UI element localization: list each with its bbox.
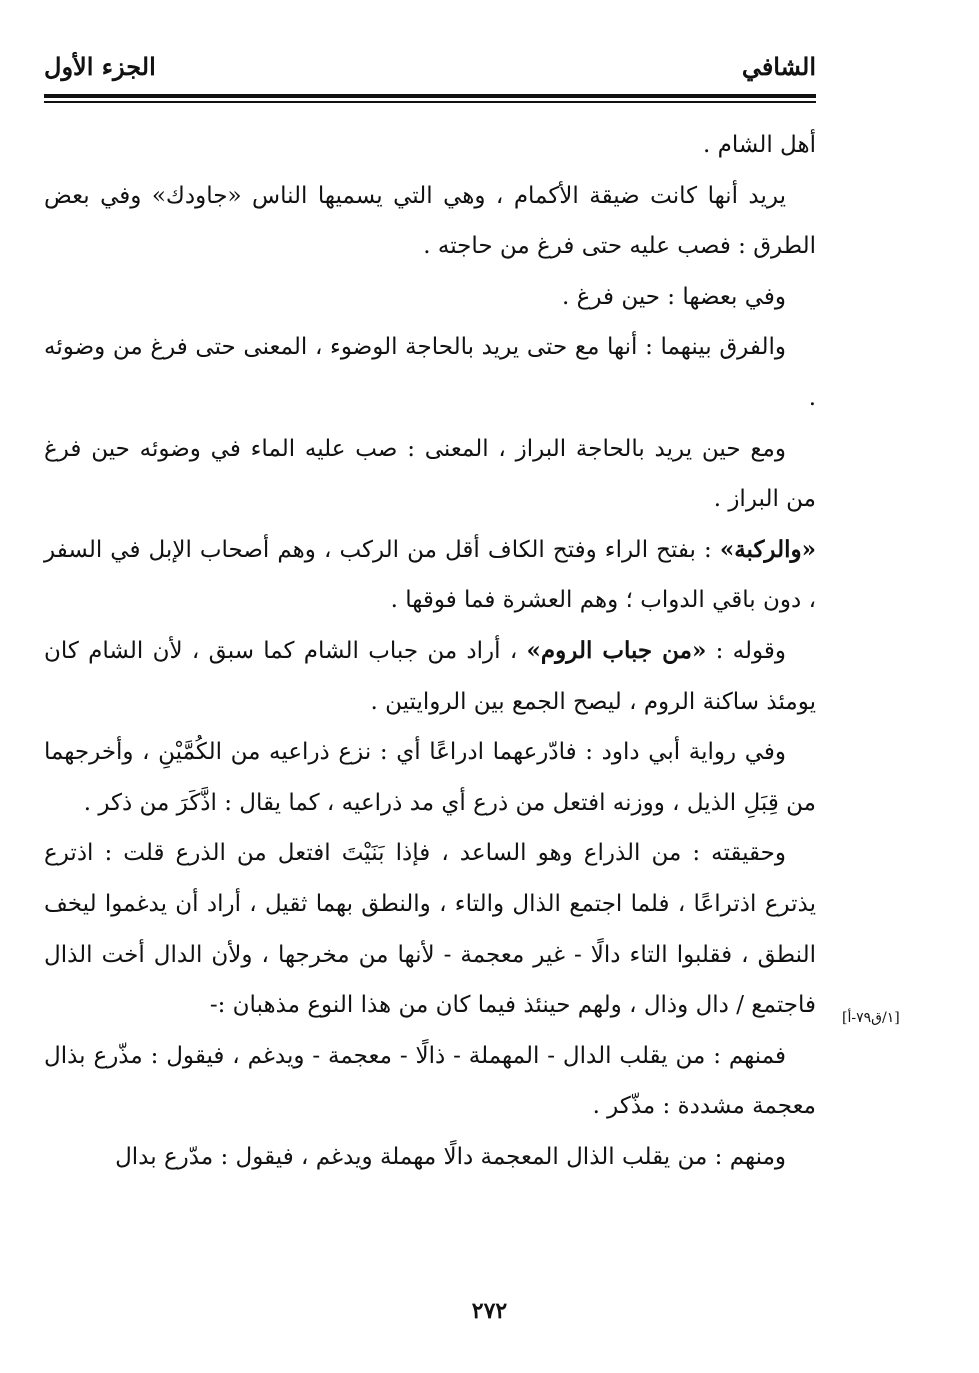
paragraph-11: ومنهم : من يقلب الذال المعجمة دالًا مهملة ويدغم ، فيقول : مدّرع بدال <box>115 1143 786 1170</box>
paragraph-9: وحقيقته : من الذراع وهو الساعد ، فإذا بَنَيْتَ افتعل من الذرع قلت : اذترع يذترع اذتراعًا ، فلما اجتمع الذال والتاء ، والنطق بهما ثقيل ، أراد أن يدغموا ليخف النطق ، فقلبوا التاء دالًا - غير معجمة - لأنها من مخرجها ، ولأن الدال أخت الذال فاجتمع / دال وذال ، ولهم حينئذ فيما كان من هذا النوع مذهبان :- <box>44 840 816 1019</box>
paragraph-6: «والركبة» : بفتح الراء وفتح الكاف أقل من الركب ، وهم أصحاب الإبل في السفر ، دون باقي الدواب ؛ وهم العشرة فما فوقها . <box>44 535 816 614</box>
body-text <box>44 120 816 1182</box>
paragraph-8: وفي رواية أبي داود : فادّرعهما ادراعًا أي : نزع ذراعيه من الكُمَّيْنِ ، وأخرجهما من قِبَلِ الذيل ، ووزنه افتعل من ذرع أي مد ذراعيه ، كما يقال : اذَّكَرَ من ذكر . <box>44 739 816 816</box>
header-rule-thick <box>44 94 816 98</box>
page-number: ٢٧٢ <box>471 1298 508 1324</box>
volume-label: الجزء الأول <box>44 52 156 81</box>
lemma: «من جباب الروم» <box>526 636 707 664</box>
manuscript-folio-note: [١/ق٧٩-أ] <box>842 1010 900 1026</box>
paragraph-3: وفي بعضها : حين فرغ . <box>561 283 786 310</box>
header-rule-thin <box>44 101 816 103</box>
paragraph-5: ومع حين يريد بالحاجة البراز ، المعنى : صب عليه الماء في وضوئه حين فرغ من البراز . <box>44 435 816 513</box>
paragraph-2: يريد أنها كانت ضيقة الأكمام ، وهي التي يسميها الناس «جاودك» وفي بعض الطرق : فصب عليه حتى فرغ من حاجته . <box>44 182 816 260</box>
book-title: الشافي <box>741 52 816 81</box>
paragraph-10: فمنهم : من يقلب الدال - المهملة - ذالًا - معجمة - ويدغم ، فيقول : مذّرع بذال معجمة مشددة : مذّكر . <box>44 1042 816 1120</box>
paragraph-1: أهل الشام . <box>702 132 816 158</box>
running-header <box>44 52 816 92</box>
paragraph-4: والفرق بينهما : أنها مع حتى يريد بالحاجة الوضوء ، المعنى حتى فرغ من وضوئه . <box>44 334 816 411</box>
lemma: «والركبة» <box>719 535 816 563</box>
paragraph-7: وقوله : «من جباب الروم» ، أراد من جباب الشام كما سبق ، لأن الشام كان يومئذ ساكنة الروم ، ليصح الجمع بين الروايتين . <box>44 636 816 715</box>
